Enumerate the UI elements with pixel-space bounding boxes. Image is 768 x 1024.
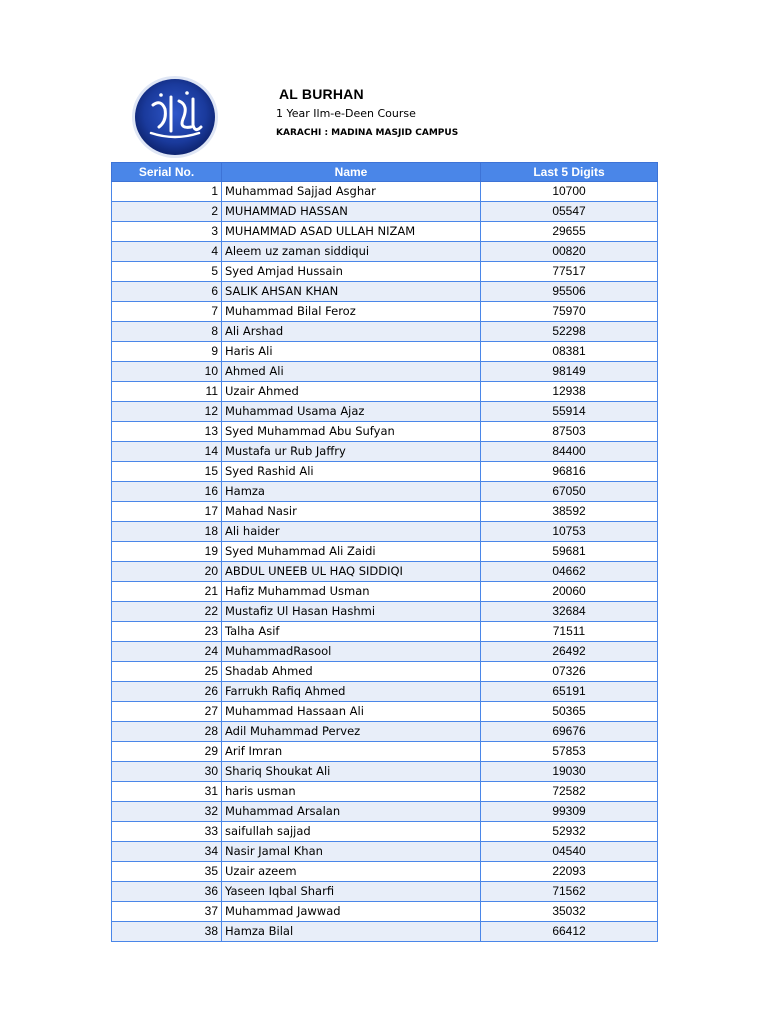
serial-number-cell: 20 [112,562,222,582]
column-header-last-digits: Last 5 Digits [481,163,658,182]
serial-number-cell: 9 [112,342,222,362]
serial-number-cell: 28 [112,722,222,742]
last-digits-cell: 52298 [481,322,658,342]
serial-number-cell: 10 [112,362,222,382]
last-digits-cell: 71562 [481,882,658,902]
last-digits-cell: 50365 [481,702,658,722]
last-digits-cell: 35032 [481,902,658,922]
table-row [112,302,658,322]
last-digits-cell: 71511 [481,622,658,642]
student-name-cell: Ahmed Ali [222,362,481,382]
last-digits-cell: 72582 [481,782,658,802]
last-digits-cell: 26492 [481,642,658,662]
table-row [112,442,658,462]
serial-number-cell: 22 [112,602,222,622]
serial-number-cell: 3 [112,222,222,242]
table-row [112,842,658,862]
serial-number-cell: 34 [112,842,222,862]
last-digits-cell: 05547 [481,202,658,222]
page-title: AL BURHAN [279,86,364,102]
last-digits-cell: 75970 [481,302,658,322]
student-name-cell: Muhammad Arsalan [222,802,481,822]
student-name-cell: MUHAMMAD ASAD ULLAH NIZAM [222,222,481,242]
serial-number-cell: 33 [112,822,222,842]
last-digits-cell: 00820 [481,242,658,262]
serial-number-cell: 18 [112,522,222,542]
student-name-cell: Ali haider [222,522,481,542]
serial-number-cell: 7 [112,302,222,322]
student-name-cell: Hamza [222,482,481,502]
table-row [112,682,658,702]
student-roster-table [111,162,658,942]
campus-label: KARACHI : MADINA MASJID CAMPUS [276,128,459,138]
table-row [112,202,658,222]
serial-number-cell: 24 [112,642,222,662]
serial-number-cell: 1 [112,182,222,202]
student-name-cell: Uzair Ahmed [222,382,481,402]
serial-number-cell: 8 [112,322,222,342]
student-name-cell: Nasir Jamal Khan [222,842,481,862]
serial-number-cell: 37 [112,902,222,922]
student-name-cell: Hamza Bilal [222,922,481,942]
table-row [112,702,658,722]
table-row [112,422,658,442]
serial-number-cell: 31 [112,782,222,802]
table-row [112,582,658,602]
last-digits-cell: 59681 [481,542,658,562]
table-row [112,722,658,742]
last-digits-cell: 04540 [481,842,658,862]
serial-number-cell: 27 [112,702,222,722]
student-name-cell: saifullah sajjad [222,822,481,842]
table-header-row [112,163,658,182]
student-name-cell: Muhammad Sajjad Asghar [222,182,481,202]
table-row [112,342,658,362]
student-name-cell: MuhammadRasool [222,642,481,662]
table-row [112,802,658,822]
course-subtitle: 1 Year Ilm-e-Deen Course [276,107,416,120]
last-digits-cell: 32684 [481,602,658,622]
student-name-cell: Adil Muhammad Pervez [222,722,481,742]
serial-number-cell: 23 [112,622,222,642]
last-digits-cell: 66412 [481,922,658,942]
last-digits-cell: 10700 [481,182,658,202]
last-digits-cell: 69676 [481,722,658,742]
column-header-name: Name [222,163,481,182]
table-row [112,822,658,842]
column-header-serial: Serial No. [112,163,222,182]
serial-number-cell: 29 [112,742,222,762]
serial-number-cell: 14 [112,442,222,462]
student-name-cell: Mahad Nasir [222,502,481,522]
table-row [112,322,658,342]
student-name-cell: Arif Imran [222,742,481,762]
table-row [112,862,658,882]
table-row [112,922,658,942]
table-row [112,182,658,202]
student-name-cell: ABDUL UNEEB UL HAQ SIDDIQI [222,562,481,582]
last-digits-cell: 22093 [481,862,658,882]
student-name-cell: Aleem uz zaman siddiqui [222,242,481,262]
student-name-cell: Shariq Shoukat Ali [222,762,481,782]
serial-number-cell: 36 [112,882,222,902]
serial-number-cell: 5 [112,262,222,282]
table-row [112,562,658,582]
last-digits-cell: 55914 [481,402,658,422]
serial-number-cell: 17 [112,502,222,522]
table-row [112,642,658,662]
serial-number-cell: 26 [112,682,222,702]
student-name-cell: Syed Rashid Ali [222,462,481,482]
last-digits-cell: 95506 [481,282,658,302]
table-row [112,742,658,762]
last-digits-cell: 98149 [481,362,658,382]
student-name-cell: Haris Ali [222,342,481,362]
last-digits-cell: 65191 [481,682,658,702]
table-row [112,782,658,802]
serial-number-cell: 19 [112,542,222,562]
student-name-cell: Muhammad Jawwad [222,902,481,922]
student-name-cell: Ali Arshad [222,322,481,342]
table-row [112,522,658,542]
table-row [112,362,658,382]
last-digits-cell: 20060 [481,582,658,602]
table-row [112,622,658,642]
serial-number-cell: 4 [112,242,222,262]
student-name-cell: Syed Amjad Hussain [222,262,481,282]
last-digits-cell: 96816 [481,462,658,482]
student-name-cell: Muhammad Usama Ajaz [222,402,481,422]
last-digits-cell: 08381 [481,342,658,362]
student-name-cell: Yaseen Iqbal Sharfi [222,882,481,902]
last-digits-cell: 07326 [481,662,658,682]
last-digits-cell: 29655 [481,222,658,242]
table-row [112,502,658,522]
student-name-cell: SALIK AHSAN KHAN [222,282,481,302]
last-digits-cell: 57853 [481,742,658,762]
student-name-cell: Mustafa ur Rub Jaffry [222,442,481,462]
serial-number-cell: 6 [112,282,222,302]
table-row [112,402,658,422]
student-name-cell: Syed Muhammad Abu Sufyan [222,422,481,442]
serial-number-cell: 12 [112,402,222,422]
student-name-cell: Syed Muhammad Ali Zaidi [222,542,481,562]
table-body [112,182,658,942]
last-digits-cell: 12938 [481,382,658,402]
last-digits-cell: 52932 [481,822,658,842]
student-name-cell: Talha Asif [222,622,481,642]
last-digits-cell: 67050 [481,482,658,502]
serial-number-cell: 38 [112,922,222,942]
table-row [112,262,658,282]
serial-number-cell: 32 [112,802,222,822]
serial-number-cell: 25 [112,662,222,682]
last-digits-cell: 10753 [481,522,658,542]
table-row [112,382,658,402]
student-name-cell: Uzair azeem [222,862,481,882]
last-digits-cell: 87503 [481,422,658,442]
serial-number-cell: 13 [112,422,222,442]
student-name-cell: Farrukh Rafiq Ahmed [222,682,481,702]
serial-number-cell: 2 [112,202,222,222]
al-burhan-logo [131,75,219,159]
table-row [112,762,658,782]
student-name-cell: Muhammad Hassaan Ali [222,702,481,722]
student-name-cell: MUHAMMAD HASSAN [222,202,481,222]
table-row [112,662,658,682]
serial-number-cell: 16 [112,482,222,502]
last-digits-cell: 99309 [481,802,658,822]
table-row [112,482,658,502]
last-digits-cell: 38592 [481,502,658,522]
table-row [112,242,658,262]
table-row [112,602,658,622]
student-name-cell: haris usman [222,782,481,802]
last-digits-cell: 19030 [481,762,658,782]
last-digits-cell: 84400 [481,442,658,462]
last-digits-cell: 77517 [481,262,658,282]
serial-number-cell: 11 [112,382,222,402]
student-name-cell: Hafiz Muhammad Usman [222,582,481,602]
table-row [112,542,658,562]
student-name-cell: Shadab Ahmed [222,662,481,682]
serial-number-cell: 15 [112,462,222,482]
last-digits-cell: 04662 [481,562,658,582]
table-row [112,222,658,242]
table-row [112,882,658,902]
student-name-cell: Mustafiz Ul Hasan Hashmi [222,602,481,622]
student-name-cell: Muhammad Bilal Feroz [222,302,481,322]
table-row [112,902,658,922]
table-row [112,282,658,302]
serial-number-cell: 21 [112,582,222,602]
serial-number-cell: 30 [112,762,222,782]
table-row [112,462,658,482]
serial-number-cell: 35 [112,862,222,882]
